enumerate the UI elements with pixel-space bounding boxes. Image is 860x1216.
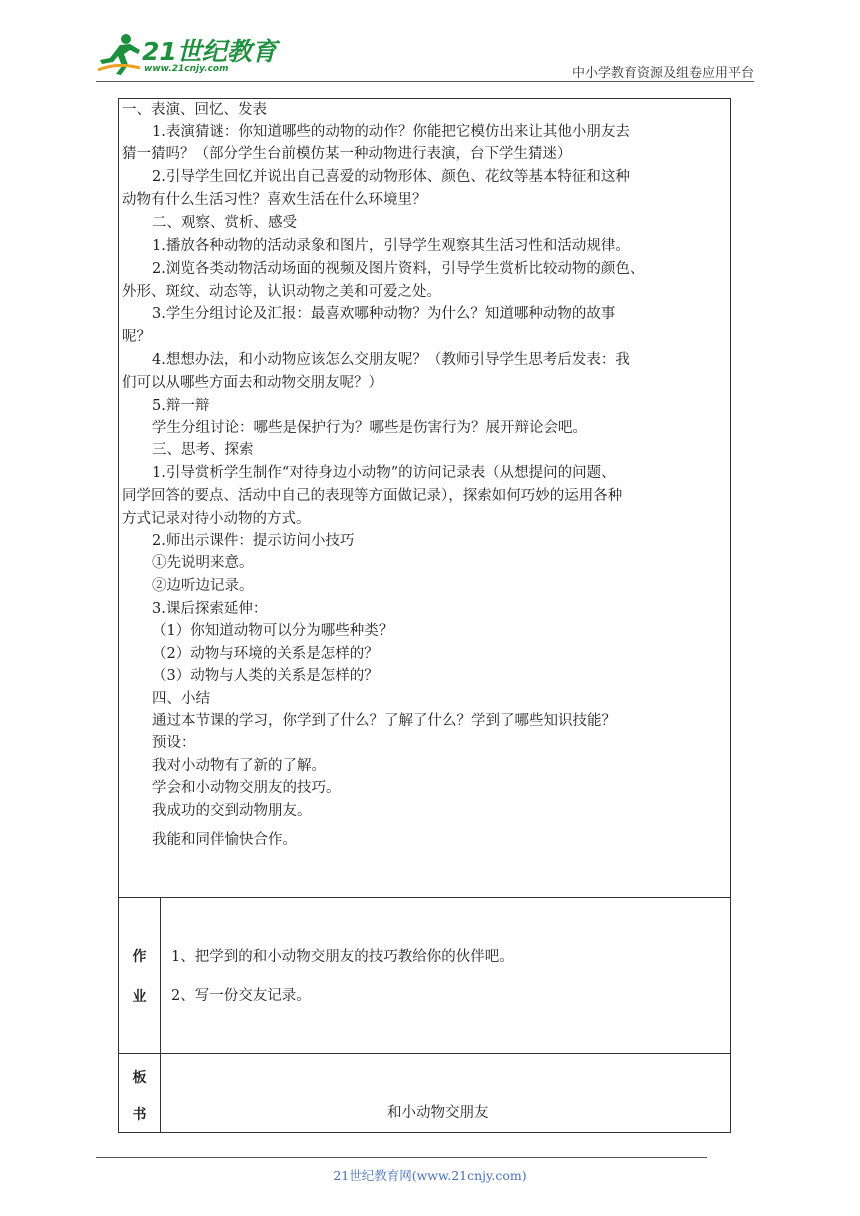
content-line: 二、观察、赏析、感受	[152, 215, 297, 231]
content-line: 四、小结	[152, 691, 210, 707]
content-line: 1.引导赏析学生制作“对待身边小动物”的访问记录表（从想提问的问题、	[152, 465, 616, 481]
content-line: 三、思考、探索	[152, 442, 254, 458]
content-line: 同学回答的要点、活动中自己的表现等方面做记录），探索如何巧妙的运用各种	[122, 488, 623, 504]
homework-label-char: 作	[132, 949, 147, 965]
content-line: 呢？	[122, 329, 151, 345]
content-line: （3）动物与人类的关系是怎样的？	[152, 668, 379, 684]
content-line: 方式记录对待小动物的方式。	[122, 511, 311, 527]
content-line: 猜一猜吗？（部分学生台前模仿某一种动物进行表演，台下学生猜迷）	[122, 146, 572, 162]
content-line: 2.师出示课件：提示访问小技巧	[152, 533, 355, 549]
board-row	[119, 1054, 730, 1132]
content-line: 3.学生分组讨论及汇报：最喜欢哪种动物？为什么？知道哪种动物的故事	[152, 306, 616, 322]
logo	[96, 30, 277, 78]
homework-label	[119, 898, 161, 1053]
board-label	[119, 1054, 161, 1132]
content-line: 外形、斑纹、动态等，认识动物之美和可爱之处。	[122, 284, 441, 300]
board-title: 和小动物交朋友	[387, 1105, 489, 1121]
page-footer: 21世纪教育网(www.21cnjy.com)	[333, 1168, 527, 1183]
content-line: 学生分组讨论：哪些是保护行为？哪些是伤害行为？展开辩论会吧。	[152, 420, 587, 436]
homework-label-char: 业	[132, 989, 147, 1005]
content-line: 一、表演、回忆、发表	[122, 102, 267, 118]
content-line: 们可以从哪些方面去和动物交朋友呢？）	[122, 375, 383, 391]
content-line: 1.播放各种动物的活动录象和图片，引导学生观察其生活习性和活动规律。	[152, 238, 630, 254]
content-line: 1.表演猜谜：你知道哪些的动物的动作？你能把它模仿出来让其他小朋友去	[152, 124, 630, 140]
lesson-content-cell	[119, 99, 730, 898]
content-line: 5.辩一辩	[152, 398, 210, 414]
content-line: （1）你知道动物可以分为哪些种类？	[152, 623, 394, 639]
content-line: 我成功的交到动物朋友。	[152, 803, 312, 819]
footer-divider	[96, 1157, 707, 1158]
header-divider	[96, 81, 754, 82]
content-line: 2.浏览各类动物活动场面的视频及图片资料，引导学生赏析比较动物的颜色、	[152, 261, 645, 277]
content-line: 2.引导学生回忆并说出自己喜爱的动物形体、颜色、花纹等基本特征和这种	[152, 169, 630, 185]
homework-item: 1、把学到的和小动物交朋友的技巧教给你的伙伴吧。	[171, 949, 514, 965]
page-header	[0, 0, 860, 80]
content-line: 我能和同伴愉快合作。	[152, 832, 297, 848]
logo-url: www.21cnjy.com	[144, 64, 229, 74]
content-line: 4.想想办法，和小动物应该怎么交朋友呢？（教师引导学生思考后发表：我	[152, 352, 630, 368]
platform-title: 中小学教育资源及组卷应用平台	[571, 66, 754, 81]
content-line: 学会和小动物交朋友的技巧。	[152, 780, 341, 796]
runner-logo-icon	[96, 32, 142, 76]
homework-item: 2、写一份交友记录。	[171, 988, 311, 1004]
homework-row	[119, 898, 730, 1054]
content-line: ①先说明来意。	[152, 555, 254, 571]
board-label-char: 书	[132, 1107, 147, 1123]
content-line: ②边听边记录。	[152, 578, 254, 594]
content-line: （2）动物与环境的关系是怎样的？	[152, 646, 379, 662]
logo-text: 21世纪教育	[142, 37, 277, 66]
content-line: 预设：	[152, 735, 196, 751]
content-line: 通过本节课的学习，你学到了什么？了解了什么？学到了哪些知识技能？	[152, 713, 616, 729]
content-line: 动物有什么生活习性？喜欢生活在什么环境里？	[122, 192, 427, 208]
content-line: 3.课后探索延伸：	[152, 601, 268, 617]
lesson-table	[118, 98, 731, 1133]
board-label-char: 板	[132, 1070, 147, 1086]
content-line: 我对小动物有了新的了解。	[152, 758, 326, 774]
